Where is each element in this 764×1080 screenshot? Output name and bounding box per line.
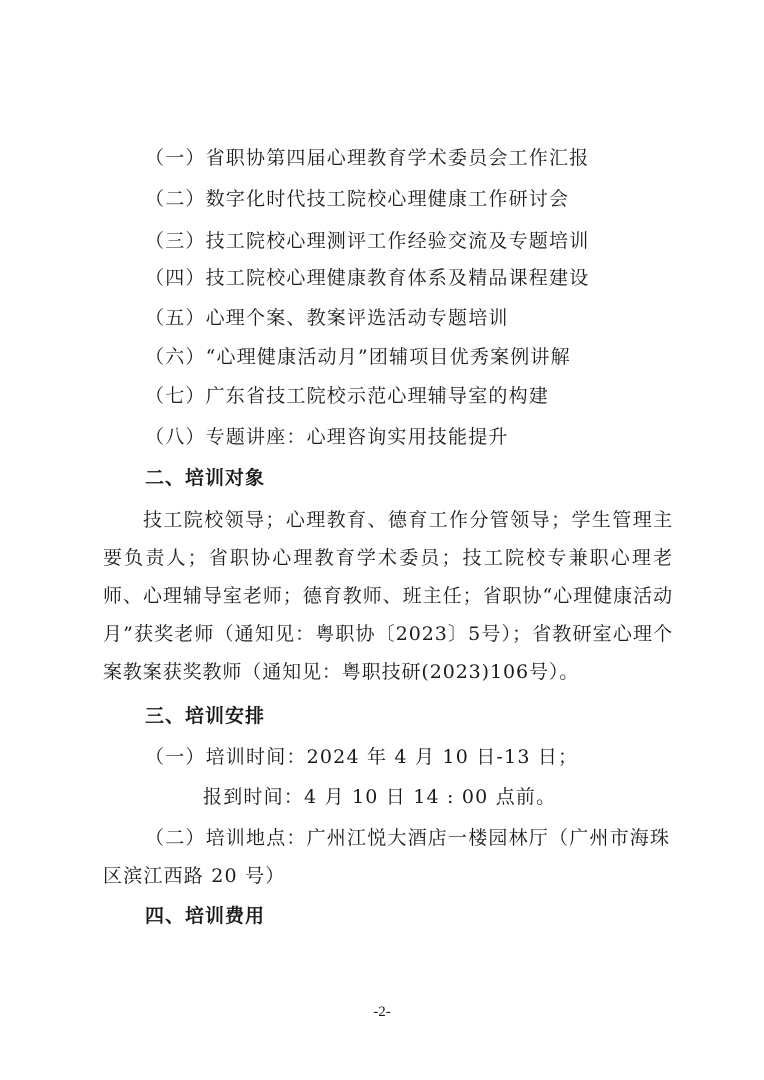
training-place-line: （二）培训地点：广州江悦大酒店一楼园林厅（广州市海珠 (145, 827, 671, 849)
section-heading-fees: 四、培训费用 (145, 905, 266, 927)
topic-item-6: （六）“心理健康活动月”团辅项目优秀案例讲解 (145, 346, 571, 368)
section-heading-arrangement: 三、培训安排 (145, 705, 266, 727)
topic-item-1: （一）省职协第四届心理教育学术委员会工作汇报 (145, 147, 590, 169)
section-heading-targets: 二、培训对象 (145, 467, 266, 489)
topic-item-5: （五）心理个案、教案评选活动专题培训 (145, 307, 509, 329)
checkin-time-line: 报到时间：4 月 10 日 14 : 00 点前。 (203, 786, 557, 808)
page-number: -2- (373, 1004, 391, 1020)
training-place-line-cont: 区滨江西路 20 号） (103, 865, 286, 887)
training-time-line: （一）培训时间：2024 年 4 月 10 日-13 日； (145, 746, 579, 768)
topic-item-2: （二）数字化时代技工院校心理健康工作研讨会 (145, 188, 570, 210)
topic-item-3: （三）技工院校心理测评工作经验交流及专题培训 (145, 230, 590, 252)
targets-paragraph: 技工院校领导；心理教育、德育工作分管领导；学生管理主要负责人；省职协心理教育学术委员；技工院校专兼职心理老师、心理辅导室老师；德育教师、班主任；省职协“心理健康活动月”获奖老师（通知见：粤职协〔2023〕5号）；省教研室心理个案教案获奖教师（通知见：粤职技研(2023)106号）。 (103, 509, 673, 683)
topic-item-7: （七）广东省技工院校示范心理辅导室的构建 (145, 385, 550, 407)
topic-item-4: （四）技工院校心理健康教育体系及精品课程建设 (145, 267, 590, 289)
topic-item-8: （八）专题讲座：心理咨询实用技能提升 (145, 426, 509, 448)
